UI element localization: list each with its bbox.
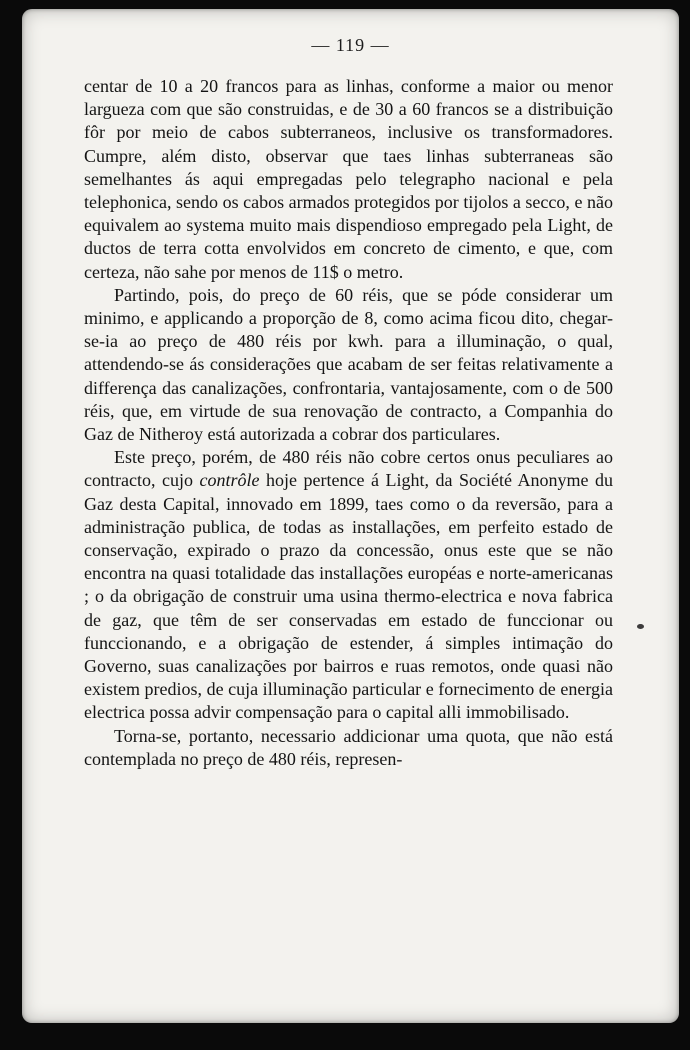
paragraph (84, 725, 613, 771)
paragraph (84, 75, 613, 284)
body-text: centar de 10 a 20 francos para as linhas, conforme a maior ou menor largueza com que são construidas, e de 30 a 60 francos se a distribuição fôr por meio de cabos subterraneos, inclusive os transformadores. Cumpre, além disto, observar que taes linhas subterraneas são semelhantes ás aqui empregadas pelo telegrapho nacional e pela telephonica, sendo os cabos armados protegidos por tijolos a secco, e não equivalem ao systema muito mais dispendioso empregado pela Light, de ductos de terra cotta envolvidos em concreto de cimento, e que, com certeza, não sahe por menos de 11$ o metro. (84, 76, 613, 282)
italic-text: contrôle (199, 470, 260, 491)
text-block (84, 75, 613, 1003)
body-text: hoje pertence á Light, da Société Anonyme du Gaz desta Capital, innovado em 1899, taes como o da reversão, para a administração publica, de todas as installações, em perfeito estado de conservação, expirado o prazo da concessão, onus este que se não encontra na quasi totalidade das installações européas e norte-americanas ; o da obrigação de construir uma usina thermo-electrica e nova fabrica de gaz, que têm de ser conservadas em estado de funccionar ou funccionando, e a obrigação de estender, á simples intimação do Governo, suas canalizações por bairros e ruas remotos, onde quasi não existem predios, de cuja illuminação particular e fornecimento de energia electrica possa advir compensação para o capital alli immobilisado. (84, 470, 613, 723)
paragraph (84, 446, 613, 724)
scan-page (22, 9, 679, 1023)
body-text: Partindo, pois, do preço de 60 réis, que se póde considerar um minimo, e applicando a proporção de 8, como acima ficou dito, chegar-se-ia ao preço de 480 réis por kwh. para a illuminação, o qual, attendendo-se ás considerações que acabam de ser feitas relativamente a differença das canalizações, confrontaria, vantajosamente, com o de 500 réis, que, em virtude de sua renovação de contracto, a Companhia do Gaz de Nitheroy está autorizada a cobrar dos particulares. (84, 284, 613, 445)
body-text: Este preço, porém, de 480 réis não cobre certos onus peculiares ao contracto, cujo (84, 447, 613, 491)
page-number: — 119 — (311, 35, 390, 55)
body-text: Torna-se, portanto, necessario addicionar uma quota, que não está contemplada no preço de 480 réis, represen- (84, 725, 613, 769)
paragraph (84, 284, 613, 446)
scan-artifact (637, 624, 644, 629)
